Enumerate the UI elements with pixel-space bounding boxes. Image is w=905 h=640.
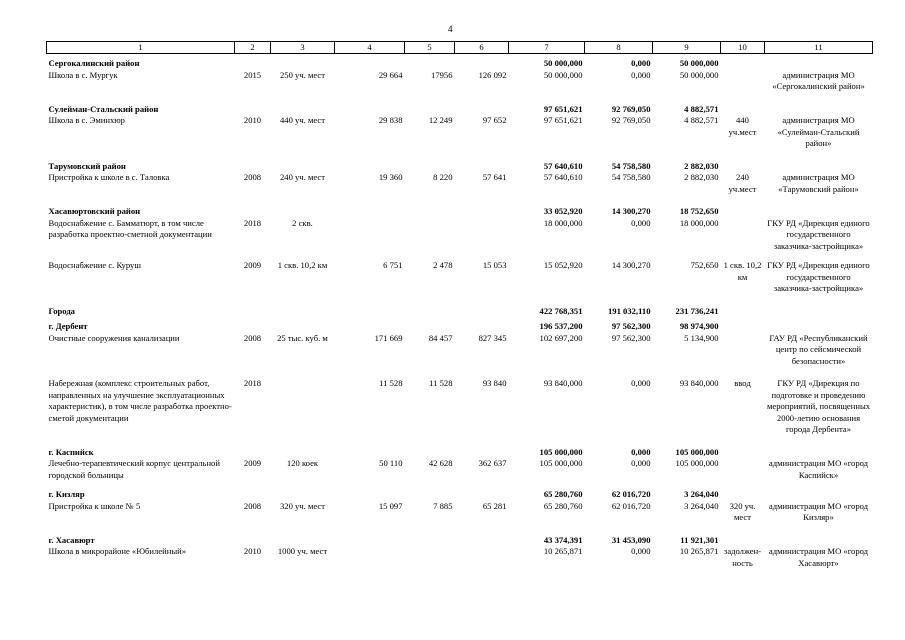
section-row (47, 295, 873, 318)
cell-col-6: 126 092 (478, 69, 507, 80)
section-col-3 (271, 481, 335, 501)
cell-col-1: Пристройка к школе № 5 (48, 500, 141, 511)
cell-col-10: 1 скв. 10,2 км (723, 260, 762, 282)
cell-col-10: 240 уч.мест (728, 172, 757, 194)
cell-col-7: 93 840,000 (543, 378, 583, 388)
cell-col-11: администрация МО «город Кизляр» (768, 500, 869, 522)
section-col-7: 196 537,200 (539, 321, 583, 331)
section-col-2 (235, 54, 271, 70)
section-col-4 (335, 93, 405, 116)
cell-col-10 (721, 70, 765, 93)
table-row (47, 115, 873, 150)
col-header-8: 8 (585, 42, 653, 54)
cell-col-11: администрация МО «Сулейман-Стальский район» (777, 115, 860, 148)
cell-col-4: 29 838 (378, 115, 403, 125)
cell-col-9: 2 882,030 (684, 172, 719, 182)
cell-col-1: Школа в микрорайоне «Юбилейный» (48, 546, 186, 556)
cell-col-3: 440 уч. мест (280, 115, 325, 125)
section-col-2 (235, 481, 271, 501)
section-col-8: 54 758,580 (611, 160, 651, 171)
cell-col-9: 4 882,571 (684, 115, 719, 125)
section-col-9: 105 000,000 (675, 446, 719, 457)
section-col-11 (765, 93, 873, 116)
cell-col-5: 84 457 (428, 332, 453, 343)
section-col-10 (721, 436, 765, 459)
cell-col-4 (335, 546, 405, 569)
section-col-8: 191 032,110 (608, 305, 651, 316)
cell-col-3: 240 уч. мест (280, 172, 325, 182)
section-col-1: г. Дербент (48, 321, 88, 331)
section-col-6 (455, 436, 509, 459)
cell-col-3: 320 уч. мест (280, 500, 325, 511)
section-col-10 (721, 195, 765, 218)
section-col-6 (455, 524, 509, 547)
cell-col-2: 2010 (243, 115, 262, 125)
cell-col-2: 2008 (243, 172, 262, 182)
cell-col-6: 65 281 (482, 500, 507, 511)
section-col-5 (405, 150, 455, 173)
cell-col-9: 93 840,000 (679, 378, 719, 388)
cell-col-11: администрация МО «Тарумовский район» (778, 172, 859, 194)
section-col-5 (405, 317, 455, 333)
cell-col-7: 15 052,920 (543, 260, 583, 270)
col-header-6: 6 (455, 42, 509, 54)
cell-col-8: 0,000 (631, 546, 651, 556)
table-body (47, 54, 873, 570)
table-row (47, 501, 873, 524)
col-header-10: 10 (721, 42, 765, 54)
cell-col-1: Водоснабжение с. Куруш (48, 260, 141, 270)
section-col-3 (271, 317, 335, 333)
cell-col-8: 54 758,580 (611, 172, 651, 182)
cell-col-11: ГКУ РД «Дирекция единого государственного заказчика-застройщика» (767, 260, 870, 293)
cell-col-11: администрация МО «город Каспийск» (768, 458, 869, 480)
section-col-10 (721, 481, 765, 501)
cell-col-9: 5 134,900 (684, 332, 719, 343)
section-col-4 (335, 436, 405, 459)
section-col-8: 31 453,090 (611, 534, 651, 545)
section-col-1: г. Кизляр (48, 489, 85, 499)
cell-col-8: 0,000 (631, 69, 651, 80)
cell-col-8: 0,000 (631, 217, 651, 228)
section-col-2 (235, 436, 271, 459)
section-col-5 (405, 436, 455, 459)
section-col-11 (765, 195, 873, 218)
section-col-4 (335, 317, 405, 333)
cell-col-2: 2010 (243, 546, 262, 556)
cell-col-3: 120 коек (286, 458, 319, 468)
cell-col-4 (335, 218, 405, 253)
section-col-3 (271, 150, 335, 173)
cell-col-10: 320 уч. мест (729, 500, 756, 522)
cell-col-6 (455, 218, 509, 253)
cell-col-11: администрация МО «Сергокалинский район» (772, 69, 865, 91)
cell-col-1: Пристройка к школе в с. Таловка (48, 172, 170, 182)
cell-col-7: 18 000,000 (543, 217, 583, 228)
table-row (47, 172, 873, 195)
section-col-10 (721, 54, 765, 70)
section-row (47, 524, 873, 547)
cell-col-2: 2015 (243, 69, 262, 80)
section-col-7: 422 768,351 (539, 305, 583, 316)
section-col-11 (765, 150, 873, 173)
cell-col-6 (455, 546, 509, 569)
section-row (47, 436, 873, 459)
section-col-5 (405, 481, 455, 501)
section-col-10 (721, 150, 765, 173)
section-col-4 (335, 54, 405, 70)
cell-col-6: 15 053 (482, 260, 507, 270)
section-row (47, 481, 873, 501)
section-col-1: Сергокалинский район (48, 58, 140, 68)
section-col-11 (765, 54, 873, 70)
cell-col-9: 105 000,000 (675, 458, 719, 468)
cell-col-10 (721, 458, 765, 481)
section-col-1: Города (48, 305, 75, 316)
section-col-9: 18 752,650 (679, 206, 719, 216)
section-col-9: 4 882,571 (684, 103, 719, 114)
cell-col-5: 7 885 (433, 500, 453, 511)
section-row (47, 150, 873, 173)
section-col-11 (765, 481, 873, 501)
section-col-4 (335, 195, 405, 218)
section-col-9: 98 974,900 (679, 321, 719, 331)
section-col-7: 105 000,000 (539, 446, 583, 457)
cell-col-7: 97 651,621 (543, 115, 583, 125)
section-col-2 (235, 93, 271, 116)
col-header-7: 7 (509, 42, 585, 54)
section-col-9: 50 000,000 (679, 58, 719, 68)
cell-col-7: 65 280,760 (543, 500, 583, 511)
cell-col-11: администрация МО «город Хасавюрт» (768, 546, 869, 568)
section-col-3 (271, 436, 335, 459)
cell-col-8: 0,000 (631, 458, 651, 468)
section-col-3 (271, 295, 335, 318)
cell-col-9: 752,650 (690, 260, 719, 270)
cell-col-8: 92 769,050 (611, 115, 651, 125)
cell-col-5 (405, 546, 455, 569)
section-col-2 (235, 317, 271, 333)
section-col-10 (721, 93, 765, 116)
section-col-5 (405, 54, 455, 70)
section-col-5 (405, 195, 455, 218)
cell-col-4: 15 097 (378, 500, 403, 511)
cell-col-4: 171 669 (374, 332, 403, 343)
cell-col-4: 11 528 (379, 378, 403, 388)
cell-col-6: 827 345 (478, 332, 507, 343)
section-col-5 (405, 524, 455, 547)
cell-col-6: 97 652 (482, 115, 507, 125)
section-col-1: Хасавюртовский район (48, 206, 141, 216)
section-col-7: 57 640,610 (543, 160, 583, 171)
table-row (47, 546, 873, 569)
cell-col-8: 62 016,720 (611, 500, 651, 511)
cell-col-8: 0,000 (631, 378, 651, 388)
section-col-8: 97 562,300 (611, 321, 651, 331)
cell-col-4: 6 751 (383, 260, 403, 270)
section-row (47, 54, 873, 70)
cell-col-7: 57 640,610 (543, 172, 583, 182)
cell-col-7: 102 697,200 (539, 332, 583, 343)
cell-col-2: 2018 (243, 378, 262, 388)
cell-col-7: 105 000,000 (539, 458, 583, 468)
cell-col-4: 50 110 (379, 458, 403, 468)
cell-col-6: 93 840 (482, 378, 507, 388)
cell-col-2: 2008 (243, 332, 262, 343)
cell-col-10 (721, 333, 765, 368)
cell-col-8: 14 300,270 (611, 260, 651, 270)
col-header-1: 1 (47, 42, 235, 54)
cell-col-8: 97 562,300 (611, 332, 651, 343)
cell-col-5: 8 220 (433, 172, 453, 182)
cell-col-7: 50 000,000 (543, 69, 583, 80)
section-col-1: г. Хасавюрт (48, 534, 95, 545)
section-col-3 (271, 195, 335, 218)
section-col-8: 62 016,720 (611, 489, 651, 499)
section-col-7: 50 000,000 (543, 58, 583, 68)
section-col-7: 43 374,391 (543, 534, 583, 545)
cell-col-3: 1 скв. 10,2 км (277, 260, 328, 270)
cell-col-6: 57 641 (482, 172, 507, 182)
cell-col-4: 19 360 (378, 172, 403, 182)
page-number: 4 (448, 24, 453, 34)
investment-table (46, 41, 873, 569)
cell-col-3: 250 уч. мест (280, 69, 325, 80)
section-col-6 (455, 295, 509, 318)
cell-col-7: 10 265,871 (543, 546, 583, 556)
section-col-2 (235, 195, 271, 218)
cell-col-2: 2009 (243, 458, 262, 468)
table-row (47, 218, 873, 253)
cell-col-11: ГАУ РД «Республиканский центр по сейсмической безопасности» (769, 332, 868, 366)
section-col-8: 0,000 (631, 446, 651, 457)
section-col-6 (455, 150, 509, 173)
table-row (47, 333, 873, 368)
cell-col-5: 17956 (431, 69, 453, 80)
section-col-7: 65 280,760 (543, 489, 583, 499)
section-col-6 (455, 195, 509, 218)
section-col-9: 11 921,301 (680, 534, 719, 545)
table-row (47, 458, 873, 481)
cell-col-3 (271, 367, 335, 436)
section-col-8: 92 769,050 (611, 103, 651, 114)
section-col-9: 3 264,040 (684, 489, 719, 499)
cell-col-9: 3 264,040 (684, 500, 719, 511)
cell-col-10: 440 уч.мест (728, 115, 757, 137)
cell-col-1: Лечебно-терапевтический корпус центральной городской больницы (48, 458, 220, 480)
col-header-4: 4 (335, 42, 405, 54)
section-col-1: г. Каспийск (48, 446, 94, 457)
section-col-2 (235, 295, 271, 318)
table-row (47, 252, 873, 295)
table-row (47, 367, 873, 436)
cell-col-5: 42 628 (428, 458, 453, 468)
cell-col-10: задолжен-ность (723, 546, 762, 568)
section-col-7: 33 052,920 (543, 206, 583, 216)
section-col-10 (721, 524, 765, 547)
cell-col-5: 2 478 (433, 260, 453, 270)
cell-col-5: 12 249 (428, 115, 453, 125)
section-col-1: Сулейман-Стальский район (48, 103, 159, 114)
cell-col-1: Водоснабжение с. Бамматюрт, в том числе разработка проектно-сметной документации (48, 217, 212, 239)
section-col-2 (235, 150, 271, 173)
cell-col-3: 1000 уч. мест (277, 546, 328, 556)
cell-col-10 (721, 218, 765, 253)
section-col-8: 0,000 (631, 58, 651, 68)
section-col-8: 14 300,270 (611, 206, 651, 216)
cell-col-6: 362 637 (478, 458, 507, 468)
section-col-5 (405, 93, 455, 116)
section-col-4 (335, 524, 405, 547)
section-col-7: 97 651,621 (543, 103, 583, 114)
cell-col-2: 2018 (243, 217, 262, 228)
section-col-6 (455, 54, 509, 70)
cell-col-11: ГКУ РД «Дирекция единого государственного заказчика-застройщика» (767, 217, 870, 251)
section-col-1: Тарумовский район (48, 160, 126, 171)
cell-col-1: Школа в с. Эминхюр (48, 115, 125, 125)
cell-col-3: 2 скв. (292, 217, 313, 228)
section-col-3 (271, 93, 335, 116)
column-number-header (47, 42, 873, 54)
col-header-3: 3 (271, 42, 335, 54)
section-col-9: 2 882,030 (684, 160, 719, 171)
section-col-6 (455, 317, 509, 333)
section-col-4 (335, 150, 405, 173)
col-header-11: 11 (765, 42, 873, 54)
section-col-6 (455, 481, 509, 501)
section-col-11 (765, 436, 873, 459)
cell-col-9: 18 000,000 (679, 217, 719, 228)
cell-col-1: Очистные сооружения канализации (48, 332, 180, 343)
section-col-4 (335, 481, 405, 501)
cell-col-9: 50 000,000 (679, 69, 719, 80)
table-row (47, 70, 873, 93)
cell-col-9: 10 265,871 (679, 546, 719, 556)
section-col-5 (405, 295, 455, 318)
cell-col-5 (405, 218, 455, 253)
col-header-5: 5 (405, 42, 455, 54)
cell-col-3: 25 тыс. куб. м (277, 332, 328, 343)
section-col-2 (235, 524, 271, 547)
cell-col-4: 29 664 (378, 69, 403, 80)
cell-col-2: 2009 (243, 260, 262, 270)
section-col-11 (765, 524, 873, 547)
cell-col-1: Набережная (комплекс строительных работ, направленных на улучшение эксплуатационных характеристик), в том числе разработка проектно-сметой документации (48, 378, 232, 423)
section-col-4 (335, 295, 405, 318)
section-row (47, 195, 873, 218)
cell-col-5: 11 528 (429, 378, 453, 388)
cell-col-1: Школа в с. Мургук (48, 69, 118, 80)
cell-col-10: ввод (734, 378, 751, 388)
section-col-9: 231 736,241 (675, 305, 719, 316)
col-header-9: 9 (653, 42, 721, 54)
section-col-3 (271, 524, 335, 547)
section-row (47, 317, 873, 333)
section-col-10 (721, 295, 765, 318)
col-header-2: 2 (235, 42, 271, 54)
cell-col-11: ГКУ РД «Дирекция по подготовке и проведению мероприятий, посвященных 2000-летию основания города Дербента» (766, 378, 871, 434)
section-col-11 (765, 295, 873, 318)
section-col-10 (721, 317, 765, 333)
section-row (47, 93, 873, 116)
cell-col-2: 2008 (243, 500, 262, 511)
section-col-11 (765, 317, 873, 333)
section-col-3 (271, 54, 335, 70)
section-col-6 (455, 93, 509, 116)
